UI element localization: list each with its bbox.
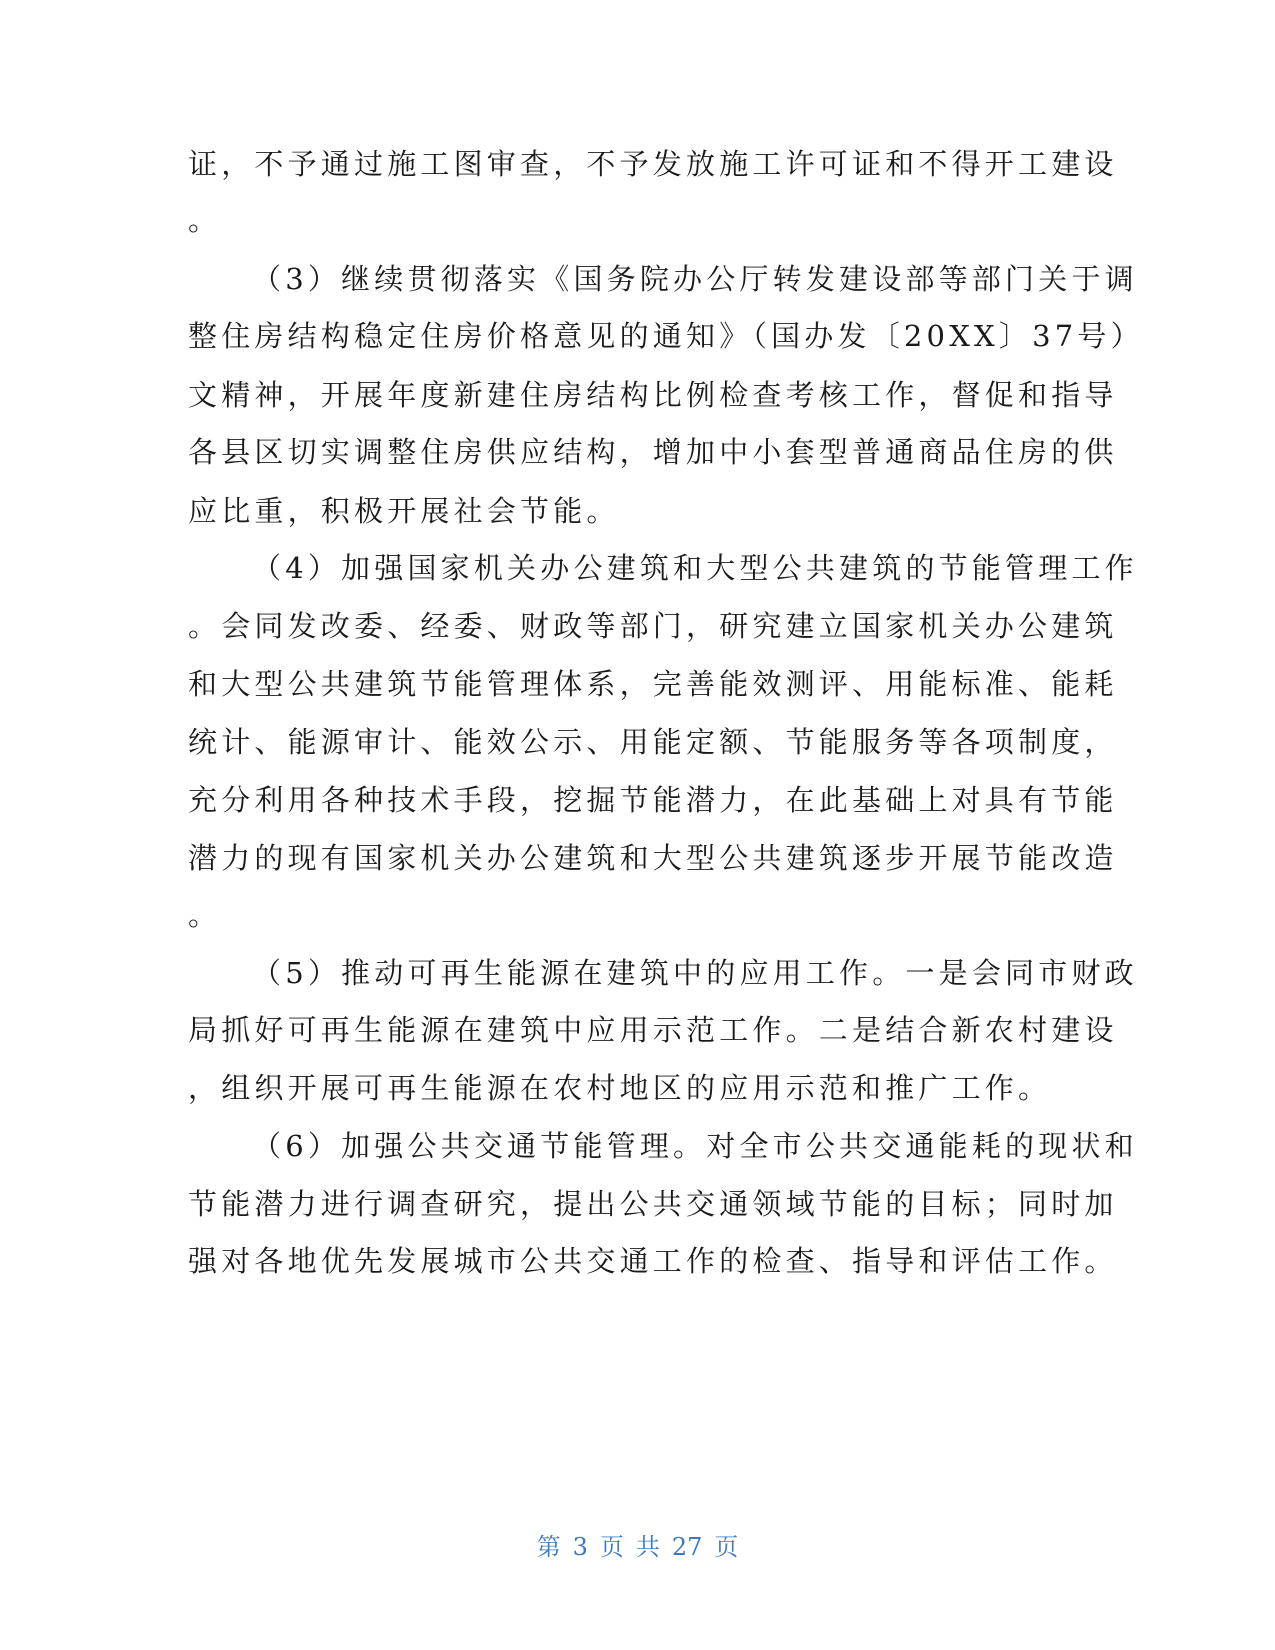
paragraph-4-first-line: （4）加强国家机关办公建筑和大型公共建筑的节能管理工作 <box>252 551 1138 585</box>
body-text-line: 。 <box>188 203 222 237</box>
body-text-line: 。会同发改委、经委、财政等部门，研究建立国家机关办公建筑 <box>188 609 1118 643</box>
paragraph-5-first-line: （5）推动可再生能源在建筑中的应用工作。一是会同市财政 <box>252 956 1138 990</box>
body-text-line: ，组织开展可再生能源在农村地区的应用示范和推广工作。 <box>188 1071 1052 1105</box>
body-text-line: 应比重，积极开展社会节能。 <box>188 494 620 528</box>
body-text-line: 强对各地优先发展城市公共交通工作的检查、指导和评估工作。 <box>188 1244 1118 1278</box>
paragraph-3-first-line: （3）继续贯彻落实《国务院办公厅转发建设部等部门关于调 <box>252 262 1138 296</box>
current-page-number: 3 <box>572 1533 588 1561</box>
footer-di: 第 <box>536 1533 561 1561</box>
body-text-line: 节能潜力进行调查研究，提出公共交通领域节能的目标；同时加 <box>188 1187 1118 1221</box>
paragraph-6-first-line: （6）加强公共交通节能管理。对全市公共交通能耗的现状和 <box>252 1129 1138 1163</box>
footer-ye-end: 页 <box>714 1533 739 1561</box>
body-text-line: 潜力的现有国家机关办公建筑和大型公共建筑逐步开展节能改造 <box>188 841 1118 875</box>
body-text-line: 统计、能源审计、能效公示、用能定额、节能服务等各项制度， <box>188 725 1118 759</box>
total-page-count: 27 <box>671 1533 703 1561</box>
footer-gong: 共 <box>635 1533 660 1561</box>
body-text-line: 充分利用各种技术手段，挖掘节能潜力，在此基础上对具有节能 <box>188 783 1118 817</box>
body-text-line: 整住房结构稳定住房价格意见的通知》（国办发〔20XX〕37号） <box>188 319 1144 353</box>
page-footer <box>0 1532 1275 1562</box>
footer-ye: 页 <box>599 1533 624 1561</box>
body-text-line: 各县区切实调整住房供应结构，增加中小套型普通商品住房的供 <box>188 435 1118 469</box>
body-text-line: 局抓好可再生能源在建筑中应用示范工作。二是结合新农村建设 <box>188 1013 1118 1047</box>
body-text-line: 和大型公共建筑节能管理体系，完善能效测评、用能标准、能耗 <box>188 667 1118 701</box>
body-text-line: 。 <box>188 898 222 932</box>
body-text-line: 证，不予通过施工图审查，不予发放施工许可证和不得开工建设 <box>188 147 1118 181</box>
body-text-line: 文精神，开展年度新建住房结构比例检查考核工作，督促和指导 <box>188 378 1118 412</box>
